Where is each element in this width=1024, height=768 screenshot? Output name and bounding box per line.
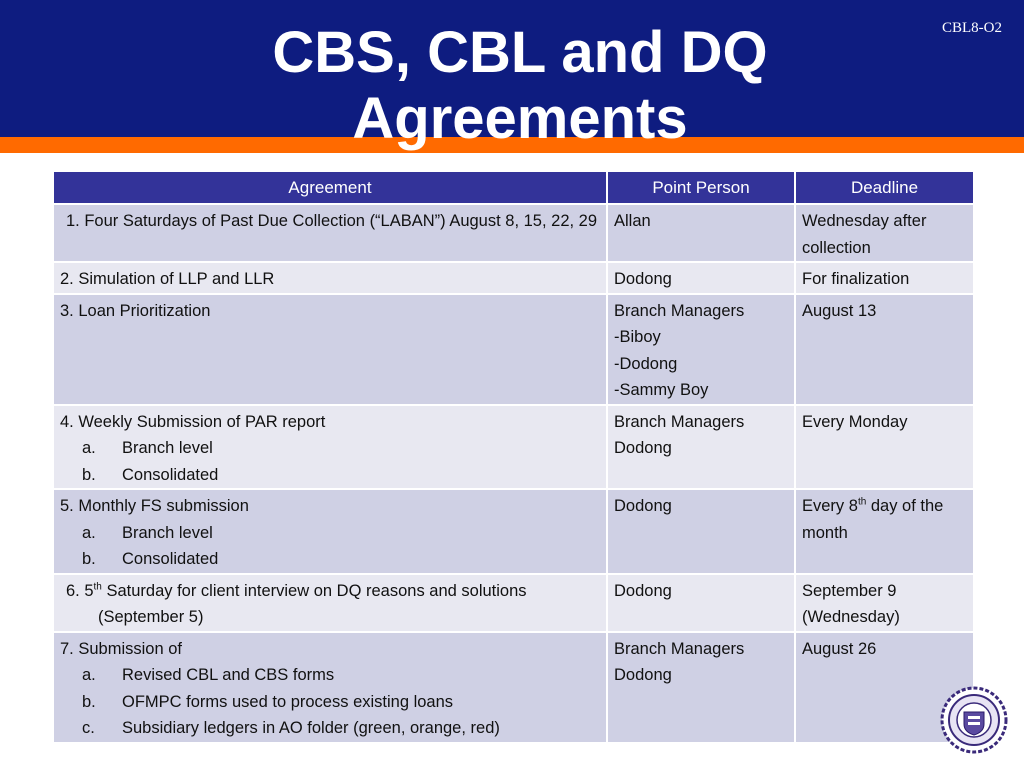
deadline-pre: Every 8 [802,497,858,515]
subitem-marker: b. [82,692,96,711]
agreement-subitem [60,662,600,689]
point-person: Branch Managers [614,412,745,431]
table-row [53,262,974,294]
agreement-cell [53,262,607,294]
agreement-cell [53,632,607,743]
deadline: August 26 [802,639,877,658]
agreement-text: 3. Loan Prioritization [60,301,211,320]
table-row [53,574,974,632]
point-person-cell [607,632,795,743]
table-row [53,632,974,743]
deadline: September 9 (Wednesday) [802,581,900,626]
point-person-cell [607,574,795,632]
point-person: -Sammy Boy [614,381,709,399]
deadline-cell [795,574,974,632]
point-person: Dodong [614,666,672,684]
subitem-text: Branch level [122,523,213,542]
point-person: Dodong [614,270,672,288]
subitem-text: Revised CBL and CBS forms [122,666,335,684]
subitem-marker: b. [82,465,96,484]
agreement-subitem [60,546,600,573]
point-person: Dodong [614,497,672,515]
point-person: Branch Managers [614,639,745,658]
deadline: August 13 [802,301,877,320]
agreement-text: 2. Simulation of LLP and LLR [60,270,275,288]
agreement-text: 1. Four Saturdays of Past Due Collection (“LABAN”) August 8, 15, 22, 29 [66,212,598,230]
deadline [802,493,967,546]
deadline: Every Monday [802,412,908,431]
subitem-marker: a. [82,439,96,457]
subitem-text: Subsidiary ledgers in AO folder (green, orange, red) [122,719,500,737]
deadline-cell [795,262,974,294]
agreement-text: 5. Monthly FS submission [60,497,249,515]
deadline-cell [795,489,974,574]
agreement-cell [53,489,607,574]
agreement-subitem [60,715,600,742]
point-person: -Dodong [614,354,678,373]
point-person: Branch Managers [614,301,745,320]
subitem-text: Consolidated [122,550,219,568]
agreement-text: 4. Weekly Submission of PAR report [60,412,326,431]
deadline: Wednesday after collection [802,212,927,257]
table-row [53,405,974,490]
deadline-cell [795,204,974,262]
table-row [53,489,974,574]
subitem-text: OFMPC forms used to process existing loans [122,692,454,711]
agreement-text: 7. Submission of [60,639,182,658]
table-row [53,204,974,262]
point-person-cell [607,294,795,405]
agreement-subitem [60,520,600,547]
agreement-subitem [60,435,600,462]
subitem-marker: b. [82,550,96,568]
agreements-table [52,170,975,744]
point-person-cell [607,262,795,294]
point-person: Dodong [614,581,672,600]
slide-code: CBL8-O2 [942,20,1002,36]
deadline: For finalization [802,270,910,288]
agreement-cell [53,574,607,632]
header-deadline: Deadline [795,171,974,204]
agreement-cell [53,204,607,262]
deadline-cell [795,294,974,405]
table-header-row [53,171,974,204]
subitem-marker: a. [82,666,96,684]
slide-title: CBS, CBL and DQ Agreements [272,20,768,151]
header-agreement: Agreement [53,171,607,204]
agreements-table-wrap [52,170,973,744]
point-person: Allan [614,212,651,230]
subitem-text: Consolidated [122,465,219,484]
agreement-subitem [60,689,600,716]
subitem-marker: a. [82,523,96,542]
point-person: Dodong [614,439,672,457]
point-person-cell [607,405,795,490]
subitem-marker: c. [82,719,95,737]
agreement-sup: th [93,581,102,592]
agreement-pre: 6. 5 [66,581,94,600]
agreement-post: Saturday for client interview on DQ reasons and solutions (September 5) [98,581,527,626]
cooperative-seal-icon [940,686,1008,754]
agreement-cell [53,294,607,405]
agreement-cell [53,405,607,490]
subitem-text: Branch level [122,439,213,457]
agreement-subitem [60,462,600,489]
agreement-text [60,578,600,631]
point-person-cell [607,204,795,262]
header-point-person: Point Person [607,171,795,204]
table-row [53,294,974,405]
deadline-sup: th [857,496,867,508]
deadline-cell [795,405,974,490]
point-person-cell [607,489,795,574]
point-person: -Biboy [614,328,661,346]
deadline-post: day of the month [802,497,944,542]
